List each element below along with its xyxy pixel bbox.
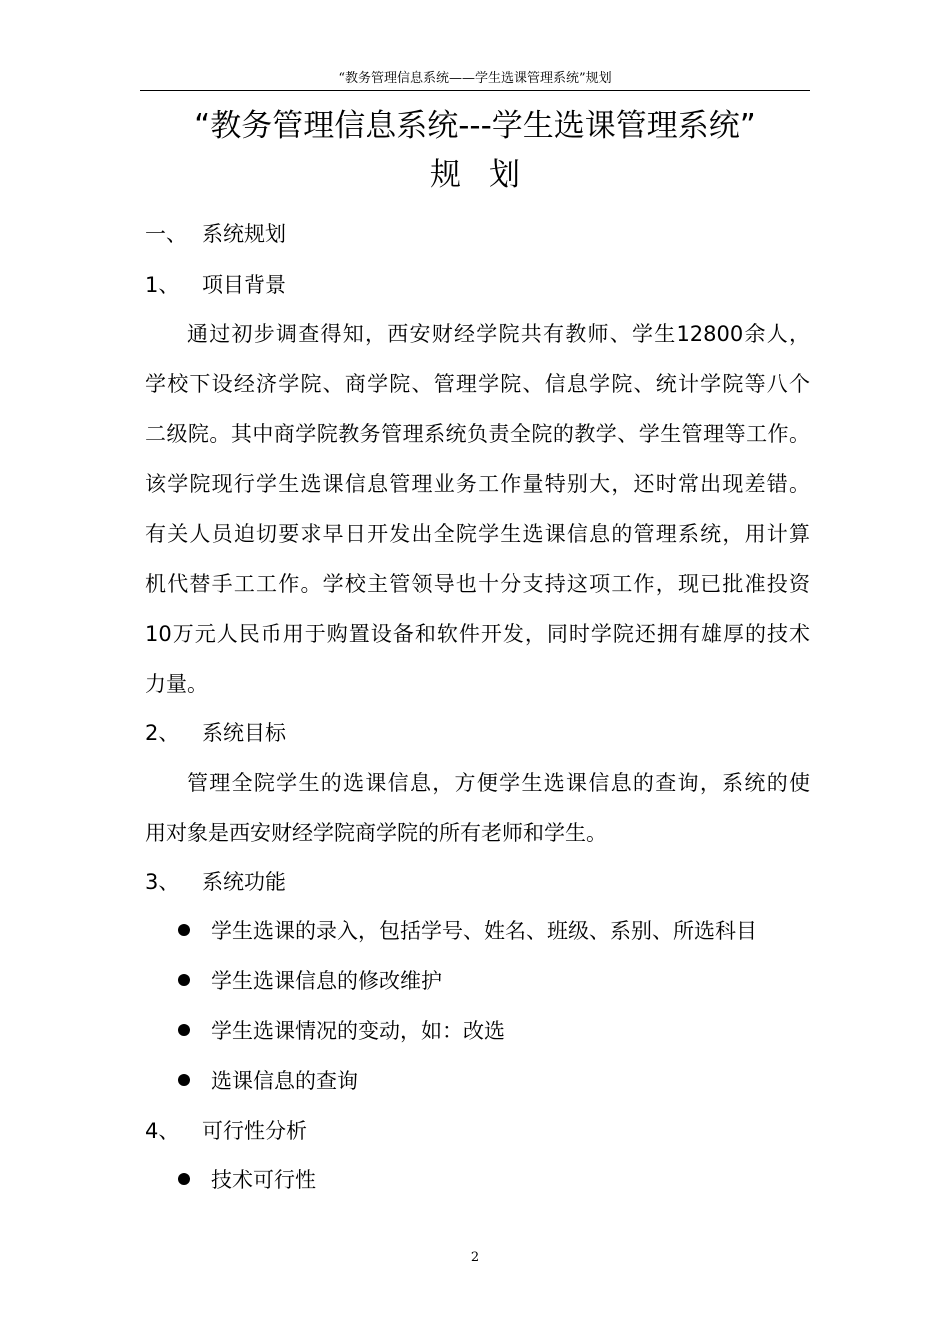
list-item-text: 选课信息的查询 — [211, 1069, 358, 1093]
list-item-text: 学生选课信息的修改维护 — [211, 969, 442, 993]
list-item-text: 学生选课的录入，包括学号、姓名、班级、系别、所选科目 — [211, 919, 757, 943]
paragraph-line: 管理全院学生的选课信息，方便学生选课信息的查询，系统的使 — [187, 771, 810, 795]
list-item-text: 技术可行性 — [211, 1168, 316, 1192]
paragraph-line: 力量。 — [145, 672, 208, 696]
list-item — [178, 1066, 358, 1096]
subheading-number: 4、 — [145, 1119, 180, 1143]
list-item — [178, 1165, 316, 1195]
paragraph-line: 有关人员迫切要求早日开发出全院学生选课信息的管理系统，用计算 — [145, 522, 810, 546]
running-header — [140, 68, 810, 91]
subheading-number: 3、 — [145, 870, 180, 894]
paragraph-line: 机代替手工工作。学校主管领导也十分支持这项工作，现已批准投资 — [145, 572, 810, 596]
subheading-title: 系统目标 — [202, 721, 286, 745]
running-header-text: “教务管理信息系统——学生选课管理系统”规划 — [338, 71, 612, 86]
list-item-text: 学生选课情况的变动，如：改选 — [211, 1019, 505, 1043]
paragraph-line: 二级院。其中商学院教务管理系统负责全院的教学、学生管理等工作。 — [145, 422, 810, 446]
list-item — [178, 1016, 505, 1046]
paragraph-line: 学校下设经济学院、商学院、管理学院、信息学院、统计学院等八个 — [145, 372, 810, 396]
document-title-line-1: “教务管理信息系统---学生选课管理系统” — [194, 108, 756, 144]
bullet-icon — [178, 974, 190, 986]
bullet-icon — [178, 1024, 190, 1036]
subheading-feasibility-analysis — [145, 1116, 307, 1146]
bullet-icon — [178, 1173, 190, 1185]
page-number: 2 — [470, 1250, 480, 1265]
subheading-system-goal — [145, 718, 286, 748]
subheading-system-functions — [145, 867, 286, 897]
list-item — [178, 916, 757, 946]
list-item — [178, 966, 442, 996]
paragraph-line: 该学院现行学生选课信息管理业务工作量特别大，还时常出现差错。 — [145, 472, 810, 496]
subheading-title: 可行性分析 — [202, 1119, 307, 1143]
subheading-number: 1、 — [145, 273, 180, 297]
subheading-title: 系统功能 — [202, 870, 286, 894]
paragraph-line: 通过初步调查得知，西安财经学院共有教师、学生12800余人， — [187, 322, 810, 346]
document-title-line-2: 规划 — [430, 157, 548, 193]
subheading-project-background — [145, 270, 286, 300]
section-title: 系统规划 — [202, 222, 286, 246]
subheading-number: 2、 — [145, 721, 180, 745]
section-number: 一、 — [145, 222, 187, 246]
bullet-icon — [178, 924, 190, 936]
section-heading-system-planning — [145, 219, 286, 249]
paragraph-line: 用对象是西安财经学院商学院的所有老师和学生。 — [145, 821, 607, 845]
bullet-icon — [178, 1074, 190, 1086]
subheading-title: 项目背景 — [202, 273, 286, 297]
paragraph-line: 10万元人民币用于购置设备和软件开发，同时学院还拥有雄厚的技术 — [145, 622, 810, 646]
